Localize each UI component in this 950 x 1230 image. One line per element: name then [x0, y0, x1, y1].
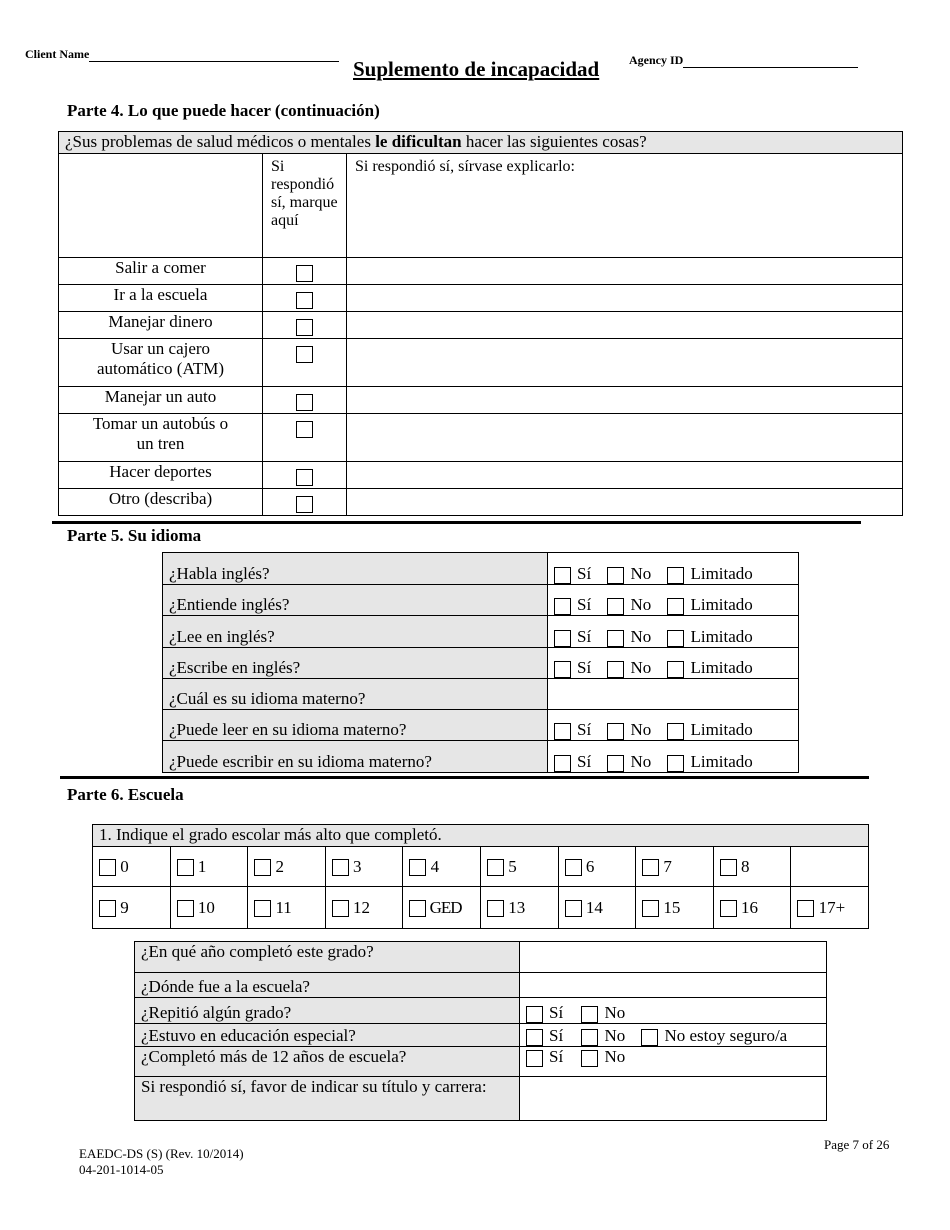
grade-table [92, 824, 869, 929]
part4-question: ¿Sus problemas de salud médicos o mentales le dificultan hacer las siguientes cosas? [59, 132, 903, 154]
table-row [135, 973, 827, 998]
grade-label: 2 [275, 856, 284, 876]
grade-label: 5 [508, 856, 517, 876]
grade-label: 17+ [818, 897, 846, 917]
grade-label: 3 [353, 856, 362, 876]
grade-label: 8 [741, 856, 750, 876]
school-location-field[interactable] [520, 973, 827, 998]
part6-heading: Parte 6. Escuela [67, 785, 184, 804]
table-row [59, 258, 903, 285]
activity-checkbox[interactable] [296, 394, 313, 411]
table-row [135, 1077, 827, 1121]
activity-checkbox[interactable] [296, 421, 313, 438]
grade-checkbox[interactable] [642, 900, 659, 917]
table-row [59, 312, 903, 339]
yes-checkbox[interactable] [554, 598, 571, 615]
grade-label: 9 [120, 897, 129, 917]
grade-checkbox[interactable] [642, 859, 659, 876]
grade-checkbox[interactable] [409, 900, 426, 917]
grade-label: 7 [663, 856, 672, 876]
table-row [163, 679, 799, 710]
table-row [59, 462, 903, 489]
table-row [59, 489, 903, 516]
table-row: ¿Escribe en inglés? Sí No Limitado [163, 648, 799, 679]
grade-checkbox[interactable] [177, 900, 194, 917]
grade-label: 13 [508, 897, 526, 917]
language-question: ¿Cuál es su idioma materno? [163, 679, 548, 710]
grade-label: 6 [585, 856, 595, 876]
yes-checkbox[interactable] [526, 1029, 543, 1046]
school-question: ¿Dónde fue a la escuela? [135, 973, 520, 998]
limited-checkbox[interactable] [667, 630, 684, 647]
page-title: Suplemento de incapacidad [353, 57, 600, 81]
part4-blank-header [59, 154, 263, 258]
grade-checkbox[interactable] [565, 859, 582, 876]
grade-label: 0 [120, 856, 129, 876]
grade-label: 10 [197, 897, 215, 917]
year-field[interactable] [520, 942, 827, 973]
school-question: ¿En qué año completó este grado? [135, 942, 520, 973]
activity-label: Usar un cajero automático (ATM) [59, 339, 263, 387]
language-question: ¿Lee en inglés? [163, 616, 548, 648]
table-row [59, 339, 903, 387]
grade-checkbox[interactable] [177, 859, 194, 876]
limited-checkbox[interactable] [667, 755, 684, 772]
no-checkbox[interactable] [607, 661, 624, 678]
client-name-label: Client Name [25, 47, 90, 61]
part5-table [162, 552, 799, 773]
yes-checkbox[interactable] [526, 1050, 543, 1067]
activity-label: Hacer deportes [59, 462, 263, 489]
activity-checkbox[interactable] [296, 292, 313, 309]
grade-checkbox[interactable] [487, 859, 504, 876]
table-row: ¿Habla inglés? Sí No Limitado [163, 553, 799, 585]
table-row [135, 942, 827, 973]
grade-checkbox[interactable] [254, 859, 271, 876]
language-question: ¿Escribe en inglés? [163, 648, 548, 679]
activity-checkbox[interactable] [296, 319, 313, 336]
part4-explain-header: Si respondió sí, sírvase explicarlo: [347, 154, 903, 258]
unsure-checkbox[interactable] [641, 1029, 658, 1046]
table-row: ¿Repitió algún grado? Sí No [135, 998, 827, 1024]
limited-checkbox[interactable] [667, 723, 684, 740]
grade-checkbox[interactable] [332, 900, 349, 917]
section-divider [60, 776, 869, 779]
explain-field[interactable] [347, 387, 903, 414]
part5-heading: Parte 5. Su idioma [67, 526, 202, 545]
activity-label: Ir a la escuela [59, 285, 263, 312]
native-language-field[interactable] [548, 679, 799, 710]
table-row: ¿Lee en inglés? Sí No Limitado [163, 616, 799, 648]
activity-checkbox[interactable] [296, 469, 313, 486]
grade-label: 12 [353, 897, 371, 917]
explain-field[interactable] [347, 258, 903, 285]
table-row: ¿Completó más de 12 años de escuela? Sí No [135, 1047, 827, 1077]
no-checkbox[interactable] [581, 1006, 598, 1023]
language-question: ¿Puede leer en su idioma materno? [163, 710, 548, 741]
explain-field[interactable] [347, 339, 903, 387]
activity-label: Tomar un autobús o un tren [59, 414, 263, 462]
form-identifier [79, 1146, 244, 1178]
section-divider [52, 521, 861, 524]
language-question: ¿Habla inglés? [163, 553, 548, 585]
grade-checkbox[interactable] [99, 859, 116, 876]
table-row: ¿Estuvo en educación especial? Sí No No estoy seguro/a [135, 1024, 827, 1047]
activity-checkbox[interactable] [296, 496, 313, 513]
yes-checkbox[interactable] [554, 567, 571, 584]
school-question: ¿Estuvo en educación especial? [135, 1024, 520, 1047]
yes-checkbox[interactable] [526, 1006, 543, 1023]
grade-checkbox[interactable] [797, 900, 814, 917]
table-row: ¿Puede leer en su idioma materno? Sí No Limitado [163, 710, 799, 741]
grade-label: 16 [741, 897, 758, 917]
part4-check-header: Si respondió sí, marque aquí [263, 154, 347, 258]
no-checkbox[interactable] [607, 630, 624, 647]
part4-heading: Parte 4. Lo que puede hacer (continuación) [67, 101, 380, 120]
activity-checkbox[interactable] [296, 265, 313, 282]
no-checkbox[interactable] [581, 1029, 598, 1046]
activity-label: Manejar un auto [59, 387, 263, 414]
grade-checkbox[interactable] [565, 900, 582, 917]
table-row [59, 414, 903, 462]
table-row [59, 387, 903, 414]
explain-field[interactable] [347, 462, 903, 489]
form-id: EAEDC-DS (S) (Rev. 10/2014) [79, 1146, 244, 1161]
grade-label: GED [429, 897, 462, 917]
limited-checkbox[interactable] [667, 598, 684, 615]
no-checkbox[interactable] [607, 723, 624, 740]
activity-label: Otro (describa) [59, 489, 263, 516]
client-name-field[interactable] [25, 47, 339, 62]
no-checkbox[interactable] [607, 755, 624, 772]
grade-label: 15 [663, 897, 681, 917]
grade-label: 4 [430, 856, 440, 876]
part4-table [58, 131, 903, 516]
grade-checkbox[interactable] [409, 859, 426, 876]
grade-empty-cell [791, 847, 869, 887]
yes-checkbox[interactable] [554, 630, 571, 647]
no-checkbox[interactable] [581, 1050, 598, 1067]
explain-field[interactable] [347, 285, 903, 312]
degree-field[interactable] [520, 1077, 827, 1121]
agency-id-line[interactable] [683, 67, 858, 68]
school-question: ¿Completó más de 12 años de escuela? [135, 1047, 520, 1077]
activity-label: Salir a comer [59, 258, 263, 285]
yes-checkbox[interactable] [554, 755, 571, 772]
school-question: Si respondió sí, favor de indicar su título y carrera: [135, 1077, 520, 1121]
page-number: Page 7 of 26 [824, 1137, 890, 1152]
language-question: ¿Puede escribir en su idioma materno? [163, 741, 548, 773]
agency-id-label: Agency ID [629, 53, 684, 67]
grade-checkbox[interactable] [487, 900, 504, 917]
school-question: ¿Repitió algún grado? [135, 998, 520, 1024]
table-row [59, 285, 903, 312]
language-question: ¿Entiende inglés? [163, 585, 548, 616]
grade-label: 14 [585, 897, 603, 917]
activity-label: Manejar dinero [59, 312, 263, 339]
activity-checkbox[interactable] [296, 346, 313, 363]
school-details-table [134, 941, 827, 1121]
limited-checkbox[interactable] [667, 567, 684, 584]
table-row: ¿Puede escribir en su idioma materno? Sí No Limitado [163, 741, 799, 773]
grade-question: 1. Indique el grado escolar más alto que completó. [93, 825, 869, 847]
explain-field[interactable] [347, 312, 903, 339]
grade-checkbox[interactable] [720, 859, 737, 876]
grade-label: 1 [197, 856, 207, 876]
yes-checkbox[interactable] [554, 661, 571, 678]
explain-field[interactable] [347, 414, 903, 462]
grade-checkbox[interactable] [332, 859, 349, 876]
client-name-line[interactable] [89, 61, 339, 62]
grade-checkbox[interactable] [254, 900, 271, 917]
explain-field[interactable] [347, 489, 903, 516]
grade-checkbox[interactable] [99, 900, 116, 917]
grade-label: 11 [275, 897, 292, 917]
limited-checkbox[interactable] [667, 661, 684, 678]
yes-checkbox[interactable] [554, 723, 571, 740]
table-row: ¿Entiende inglés? Sí No Limitado [163, 585, 799, 616]
agency-id-field[interactable] [629, 53, 858, 68]
no-checkbox[interactable] [607, 598, 624, 615]
form-code: 04-201-1014-05 [79, 1162, 164, 1177]
grade-checkbox[interactable] [720, 900, 737, 917]
no-checkbox[interactable] [607, 567, 624, 584]
